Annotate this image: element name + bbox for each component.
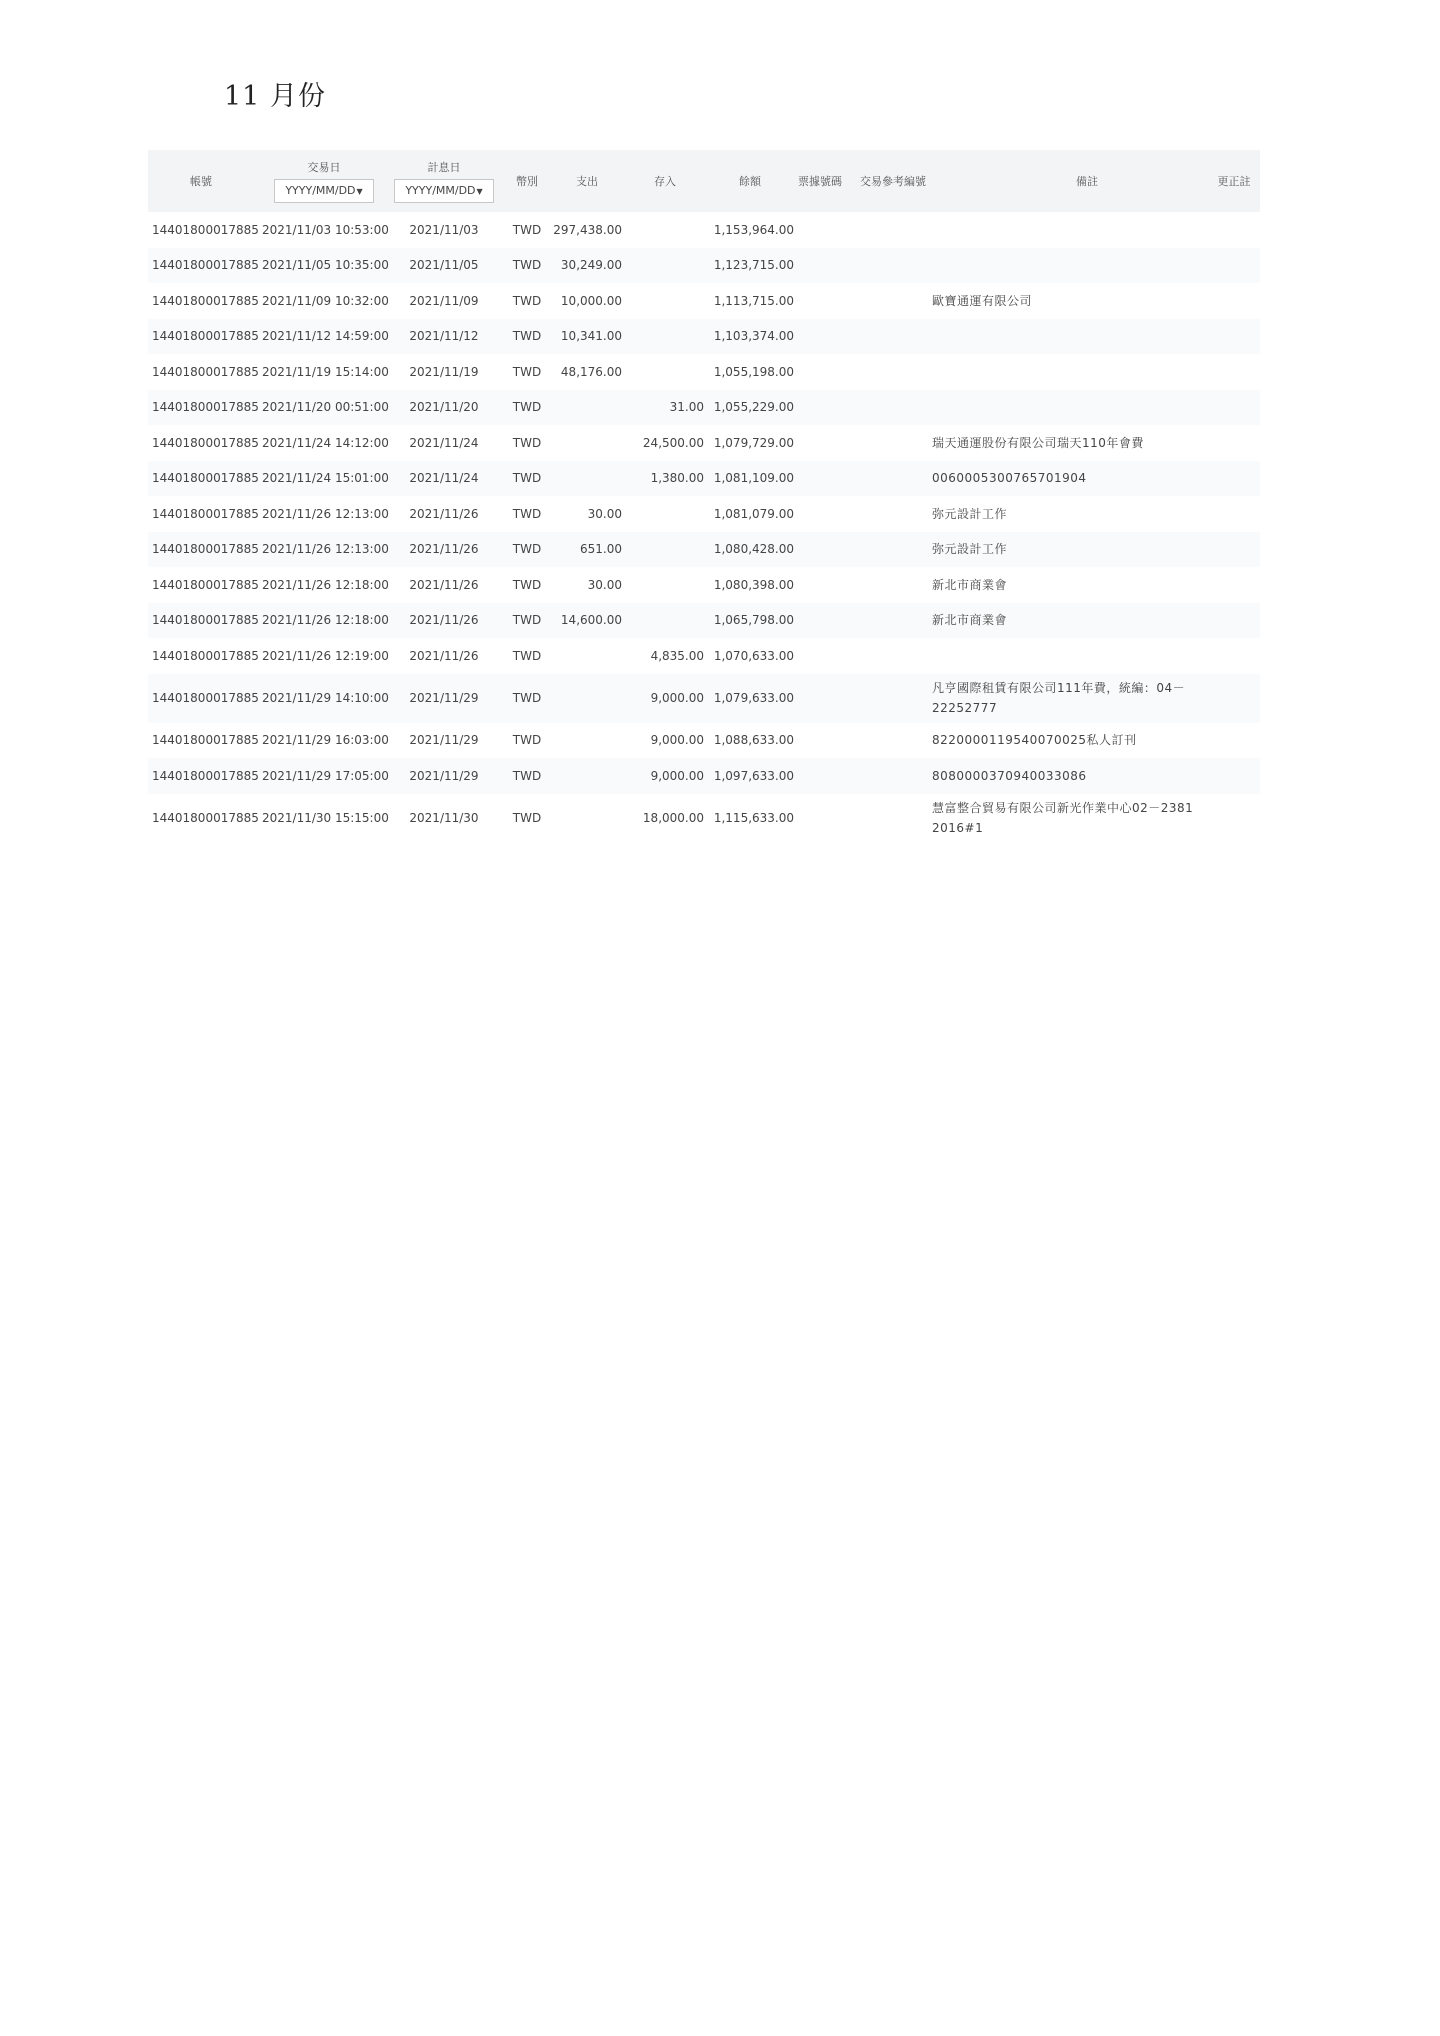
cell-credit	[626, 532, 704, 568]
table-row	[148, 532, 1260, 568]
cell-debit: 651.00	[580, 542, 622, 557]
cell-txn-date: 2021/11/24 14:12:00	[262, 435, 389, 450]
cell-memo: 弥元設計工作	[932, 542, 1008, 557]
cell-value-date: 2021/11/30	[409, 811, 479, 825]
txn-date-filter-value: YYYY/MM/DD	[285, 184, 356, 197]
cell-memo: 慧富整合貿易有限公司新光作業中心02－2381 2016#1	[932, 801, 1194, 835]
cell-memo: 新北市商業會	[932, 577, 1008, 592]
cell-currency: TWD	[512, 329, 542, 344]
header-credit	[626, 150, 704, 212]
cell-debit: 10,341.00	[560, 329, 622, 344]
table-row	[148, 496, 1260, 532]
cell-credit: 24,500.00	[642, 435, 704, 450]
header-value-date	[394, 150, 494, 212]
cell-account: 14401800017885	[152, 258, 259, 273]
table-row	[148, 674, 1260, 723]
cell-memo: 新北市商業會	[932, 613, 1008, 628]
cell-debit	[552, 638, 622, 674]
cell-balance: 1,113,715.00	[713, 293, 794, 308]
cell-balance: 1,080,428.00	[713, 542, 794, 557]
cell-balance: 1,065,798.00	[713, 613, 794, 628]
cell-credit: 9,000.00	[650, 691, 704, 705]
header-correction	[1208, 150, 1260, 212]
cell-credit	[626, 283, 704, 319]
cell-txn-date: 2021/11/26 12:18:00	[262, 613, 389, 628]
cell-txn-date: 2021/11/09 10:32:00	[262, 293, 389, 308]
cell-txn-date: 2021/11/29 16:03:00	[262, 733, 389, 748]
cell-account: 14401800017885	[152, 293, 259, 308]
cell-account: 14401800017885	[152, 811, 259, 825]
header-credit-label: 存入	[654, 175, 676, 188]
cell-debit: 30.00	[587, 506, 622, 521]
cell-account: 14401800017885	[152, 471, 259, 486]
cell-txn-date: 2021/11/26 12:19:00	[262, 648, 389, 663]
cell-currency: TWD	[512, 733, 542, 748]
cell-balance: 1,055,229.00	[713, 400, 794, 415]
cell-account: 14401800017885	[152, 613, 259, 628]
cell-txn-date: 2021/11/26 12:13:00	[262, 542, 389, 557]
cell-account: 14401800017885	[152, 222, 259, 237]
cell-credit	[626, 603, 704, 639]
table-row	[148, 567, 1260, 603]
cell-currency: TWD	[512, 768, 542, 783]
table-row	[148, 283, 1260, 319]
cell-debit: 297,438.00	[553, 222, 622, 237]
cell-memo	[932, 319, 1242, 355]
cell-memo	[932, 638, 1242, 674]
header-ref-no-label: 交易參考編號	[860, 175, 926, 188]
cell-credit: 1,380.00	[650, 471, 704, 486]
cell-txn-date: 2021/11/20 00:51:00	[262, 400, 389, 415]
cell-account: 14401800017885	[152, 648, 259, 663]
cell-memo: 8080000370940033086	[932, 768, 1087, 783]
cell-currency: TWD	[512, 648, 542, 663]
cell-account: 14401800017885	[152, 506, 259, 521]
table-row	[148, 354, 1260, 390]
txn-date-filter[interactable]	[274, 179, 374, 203]
cell-credit	[626, 567, 704, 603]
table-row	[148, 603, 1260, 639]
table-row	[148, 794, 1260, 843]
cell-balance: 1,088,633.00	[713, 733, 794, 748]
header-note-no-label: 票據號碼	[798, 175, 842, 188]
cell-credit: 9,000.00	[650, 733, 704, 748]
table-row	[148, 390, 1260, 426]
cell-value-date: 2021/11/29	[409, 691, 479, 705]
cell-txn-date: 2021/11/24 15:01:00	[262, 471, 389, 486]
cell-balance: 1,081,109.00	[713, 471, 794, 486]
cell-value-date: 2021/11/20	[409, 400, 479, 415]
cell-debit: 48,176.00	[560, 364, 622, 379]
cell-currency: TWD	[512, 471, 542, 486]
table-header	[148, 150, 1260, 212]
cell-value-date: 2021/11/24	[409, 471, 479, 486]
caret-down-icon: ▼	[356, 187, 363, 196]
header-ref-no	[848, 150, 938, 212]
cell-memo	[932, 390, 1242, 426]
cell-memo: 瑞天通運股份有限公司瑞天110年會費	[932, 435, 1144, 450]
cell-account: 14401800017885	[152, 435, 259, 450]
cell-currency: TWD	[512, 613, 542, 628]
cell-balance: 1,055,198.00	[713, 364, 794, 379]
cell-debit	[552, 390, 622, 426]
caret-down-icon: ▼	[476, 187, 483, 196]
header-txn-date-label: 交易日	[307, 161, 341, 174]
cell-memo: 凡亨國際租賃有限公司111年費，統編：04－22252777	[932, 681, 1186, 715]
cell-debit: 10,000.00	[560, 293, 622, 308]
cell-value-date: 2021/11/12	[409, 329, 479, 344]
cell-debit	[552, 674, 622, 723]
cell-value-date: 2021/11/05	[409, 258, 479, 273]
cell-txn-date: 2021/11/12 14:59:00	[262, 329, 389, 344]
table-row	[148, 758, 1260, 794]
cell-value-date: 2021/11/26	[409, 613, 479, 628]
header-account	[152, 150, 250, 212]
cell-account: 14401800017885	[152, 329, 259, 344]
cell-debit: 30.00	[587, 577, 622, 592]
cell-debit: 30,249.00	[560, 258, 622, 273]
cell-value-date: 2021/11/03	[409, 222, 479, 237]
cell-txn-date: 2021/11/29 17:05:00	[262, 768, 389, 783]
cell-balance: 1,080,398.00	[713, 577, 794, 592]
cell-value-date: 2021/11/26	[409, 542, 479, 557]
cell-memo: 弥元設計工作	[932, 506, 1008, 521]
cell-credit	[626, 496, 704, 532]
cell-txn-date: 2021/11/30 15:15:00	[262, 811, 389, 825]
cell-txn-date: 2021/11/03 10:53:00	[262, 222, 389, 237]
table-row	[148, 461, 1260, 497]
cell-memo	[932, 212, 1242, 248]
cell-currency: TWD	[512, 506, 542, 521]
cell-currency: TWD	[512, 222, 542, 237]
cell-value-date: 2021/11/09	[409, 293, 479, 308]
cell-balance: 1,081,079.00	[713, 506, 794, 521]
transaction-table	[148, 150, 1260, 843]
table-row	[148, 319, 1260, 355]
cell-credit: 31.00	[669, 400, 704, 415]
cell-debit: 14,600.00	[560, 613, 622, 628]
header-correction-label: 更正註	[1217, 175, 1251, 188]
cell-debit	[552, 794, 622, 843]
header-value-date-label: 計息日	[427, 161, 461, 174]
cell-txn-date: 2021/11/29 14:10:00	[262, 691, 389, 705]
cell-credit	[626, 354, 704, 390]
cell-value-date: 2021/11/26	[409, 648, 479, 663]
table-row	[148, 248, 1260, 284]
cell-credit: 9,000.00	[650, 768, 704, 783]
cell-memo	[932, 354, 1242, 390]
header-currency	[506, 150, 548, 212]
cell-txn-date: 2021/11/05 10:35:00	[262, 258, 389, 273]
header-debit-label: 支出	[576, 175, 598, 188]
cell-value-date: 2021/11/26	[409, 577, 479, 592]
cell-value-date: 2021/11/29	[409, 768, 479, 783]
cell-currency: TWD	[512, 364, 542, 379]
cell-value-date: 2021/11/29	[409, 733, 479, 748]
table-row	[148, 723, 1260, 759]
table-body	[148, 212, 1260, 843]
table-row	[148, 425, 1260, 461]
cell-credit	[626, 212, 704, 248]
cell-balance: 1,097,633.00	[713, 768, 794, 783]
cell-account: 14401800017885	[152, 364, 259, 379]
header-balance-label: 餘額	[739, 175, 761, 188]
cell-currency: TWD	[512, 293, 542, 308]
cell-txn-date: 2021/11/26 12:13:00	[262, 506, 389, 521]
value-date-filter[interactable]	[394, 179, 494, 203]
header-txn-date	[262, 150, 386, 212]
header-debit	[552, 150, 622, 212]
cell-balance: 1,153,964.00	[713, 222, 794, 237]
table-row	[148, 638, 1260, 674]
cell-account: 14401800017885	[152, 691, 259, 705]
cell-memo: 8220000119540070025私人訂刊	[932, 733, 1137, 748]
cell-debit	[552, 461, 622, 497]
header-currency-label: 幣別	[516, 175, 538, 188]
cell-debit	[552, 425, 622, 461]
cell-account: 14401800017885	[152, 768, 259, 783]
cell-currency: TWD	[512, 435, 542, 450]
cell-currency: TWD	[512, 400, 542, 415]
cell-balance: 1,079,729.00	[713, 435, 794, 450]
cell-balance: 1,079,633.00	[713, 691, 794, 705]
cell-value-date: 2021/11/24	[409, 435, 479, 450]
cell-memo	[932, 248, 1242, 284]
cell-value-date: 2021/11/19	[409, 364, 479, 379]
cell-value-date: 2021/11/26	[409, 506, 479, 521]
cell-balance: 1,115,633.00	[713, 811, 794, 825]
cell-debit	[552, 723, 622, 759]
cell-account: 14401800017885	[152, 400, 259, 415]
cell-account: 14401800017885	[152, 577, 259, 592]
cell-credit: 18,000.00	[642, 811, 704, 825]
cell-currency: TWD	[512, 811, 542, 825]
header-memo	[932, 150, 1242, 212]
cell-balance: 1,103,374.00	[713, 329, 794, 344]
cell-txn-date: 2021/11/26 12:18:00	[262, 577, 389, 592]
cell-currency: TWD	[512, 577, 542, 592]
cell-debit	[552, 758, 622, 794]
table-row	[148, 212, 1260, 248]
value-date-filter-value: YYYY/MM/DD	[405, 184, 476, 197]
cell-currency: TWD	[512, 542, 542, 557]
cell-balance: 1,123,715.00	[713, 258, 794, 273]
cell-account: 14401800017885	[152, 542, 259, 557]
cell-account: 14401800017885	[152, 733, 259, 748]
cell-txn-date: 2021/11/19 15:14:00	[262, 364, 389, 379]
cell-credit	[626, 248, 704, 284]
header-memo-label: 備註	[1076, 175, 1098, 188]
cell-currency: TWD	[512, 691, 542, 705]
cell-credit: 4,835.00	[650, 648, 704, 663]
cell-memo: 歐寶通運有限公司	[932, 293, 1033, 308]
cell-memo: 0060005300765701904	[932, 471, 1087, 486]
cell-balance: 1,070,633.00	[713, 648, 794, 663]
header-account-label: 帳號	[190, 175, 212, 188]
cell-credit	[626, 319, 704, 355]
page-title: 11 月份	[224, 81, 326, 112]
cell-currency: TWD	[512, 258, 542, 273]
